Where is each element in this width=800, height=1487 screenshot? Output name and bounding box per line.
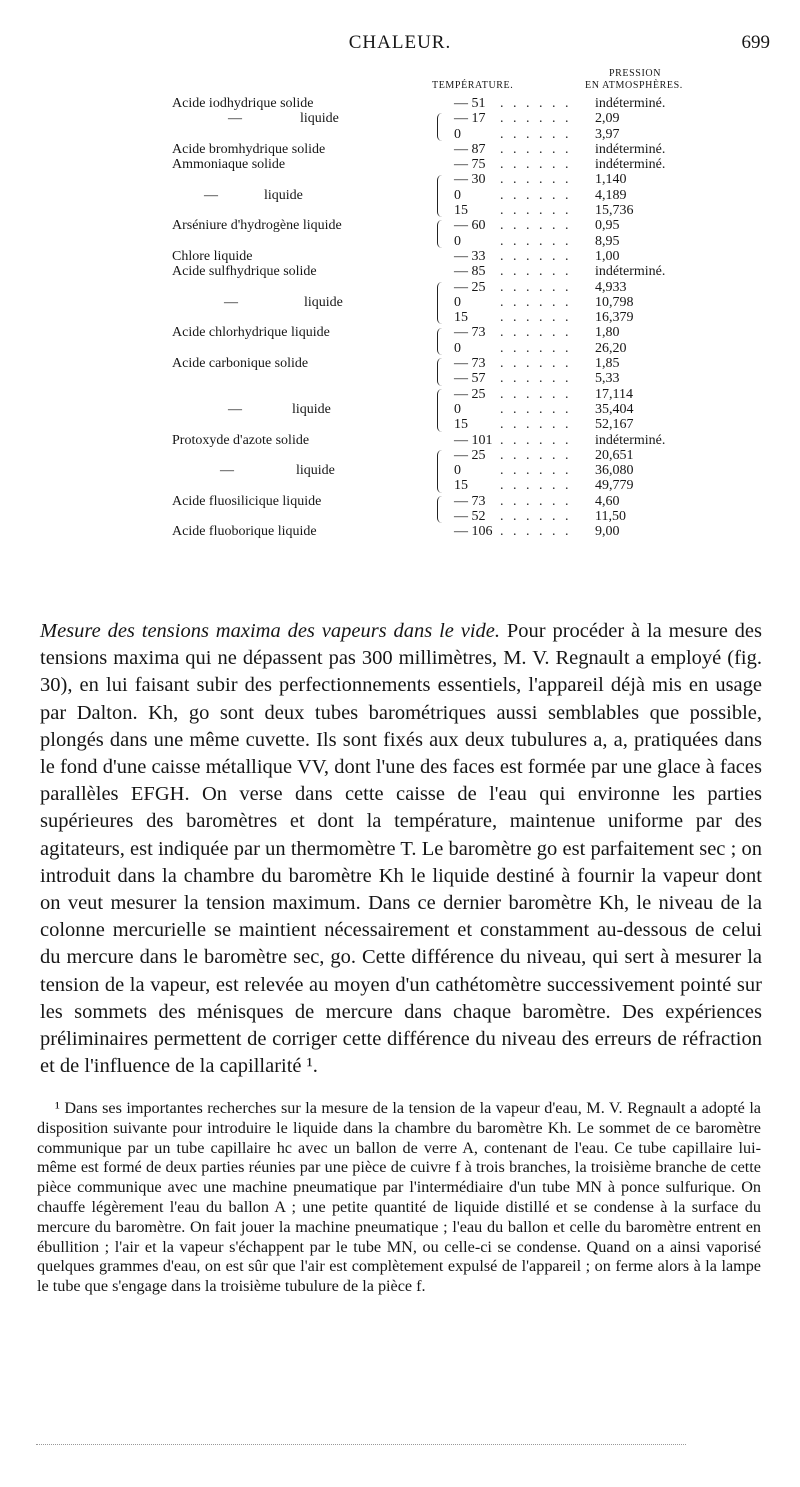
leader-dots: . . . . . . <box>500 203 572 219</box>
table-row <box>0 463 800 478</box>
temperature-value: 15 <box>454 203 468 219</box>
temperature-value: — 85 <box>454 264 486 280</box>
page-title: CHALEUR. <box>348 32 452 53</box>
temperature-value: — 87 <box>454 141 486 157</box>
table-row <box>0 402 800 417</box>
state-label: liquide <box>296 463 335 479</box>
leader-dots: . . . . . . <box>500 294 572 310</box>
pressure-value: 4,60 <box>595 493 620 509</box>
grouping-brace <box>437 450 444 493</box>
temperature-value: — 60 <box>454 218 486 234</box>
vapour-tension-table <box>0 96 800 540</box>
leader-dots: . . . . . . <box>500 356 572 372</box>
grouping-brace <box>437 282 444 325</box>
leader-dots: . . . . . . <box>500 432 572 448</box>
ditto-dash: — <box>228 111 242 127</box>
substance-name: Acide bromhydrique solide <box>172 141 326 157</box>
pressure-column-header-line2: EN ATMOSPHÈRES. <box>585 80 683 91</box>
pressure-value: 5,33 <box>595 371 620 387</box>
leader-dots: . . . . . . <box>500 340 572 356</box>
temperature-value: — 25 <box>454 279 486 295</box>
substance-name: Chlore liquide <box>172 248 253 264</box>
pressure-value: 16,379 <box>595 310 634 326</box>
pressure-value: indéterminé. <box>595 264 666 280</box>
temperature-value: 0 <box>454 294 461 310</box>
pressure-column-header-line1: PRESSION <box>609 68 662 79</box>
leader-dots: . . . . . . <box>500 493 572 509</box>
table-row <box>0 203 800 218</box>
temperature-value: — 52 <box>454 509 486 525</box>
pressure-value: 4,189 <box>595 187 627 203</box>
temperature-value: — 75 <box>454 157 486 173</box>
table-row <box>0 142 800 157</box>
grouping-brace <box>437 113 444 141</box>
substance-name: Protoxyde d'azote solide <box>172 432 310 448</box>
bottom-scan-noise <box>36 1444 686 1446</box>
table-row <box>0 494 800 509</box>
ditto-dash: — <box>204 187 218 203</box>
state-label: liquide <box>300 111 339 127</box>
table-row <box>0 264 800 279</box>
pressure-value: 10,798 <box>595 294 634 310</box>
pressure-value: indéterminé. <box>595 432 666 448</box>
temperature-value: — 57 <box>454 371 486 387</box>
table-row <box>0 509 800 524</box>
running-head <box>0 32 800 58</box>
leader-dots: . . . . . . <box>500 264 572 280</box>
leader-dots: . . . . . . <box>500 478 572 494</box>
table-row <box>0 127 800 142</box>
temperature-column-header: TEMPÉRATURE. <box>432 80 514 91</box>
substance-name: Arséniure d'hydrogène liquide <box>172 218 342 234</box>
substance-name: Acide fluosilicique liquide <box>172 493 322 509</box>
temperature-value: 15 <box>454 310 468 326</box>
leader-dots: . . . . . . <box>500 111 572 127</box>
pressure-value: indéterminé. <box>595 141 666 157</box>
table-row <box>0 96 800 111</box>
pressure-value: indéterminé. <box>595 157 666 173</box>
pressure-value: 8,95 <box>595 233 620 249</box>
leader-dots: . . . . . . <box>500 248 572 264</box>
leader-dots: . . . . . . <box>500 172 572 188</box>
substance-name: Acide sulfhydrique solide <box>172 264 317 280</box>
leader-dots: . . . . . . <box>500 218 572 234</box>
footnote <box>37 1099 761 1297</box>
grouping-brace <box>437 175 444 218</box>
table-row <box>0 433 800 448</box>
temperature-value: 0 <box>454 126 461 142</box>
table-row <box>0 325 800 340</box>
leader-dots: . . . . . . <box>500 126 572 142</box>
table-row <box>0 341 800 356</box>
ditto-dash: — <box>224 294 238 310</box>
pressure-value: 52,167 <box>595 417 634 433</box>
page-number: 699 <box>741 32 770 53</box>
temperature-value: 0 <box>454 233 461 249</box>
leader-dots: . . . . . . <box>500 386 572 402</box>
temperature-value: 0 <box>454 340 461 356</box>
grouping-brace <box>437 220 444 248</box>
table-row <box>0 249 800 264</box>
table-row <box>0 478 800 493</box>
grouping-brace <box>437 496 444 524</box>
leader-dots: . . . . . . <box>500 371 572 387</box>
table-row <box>0 371 800 386</box>
pressure-value: 11,50 <box>595 509 626 525</box>
leader-dots: . . . . . . <box>500 96 572 111</box>
temperature-value: — 73 <box>454 493 486 509</box>
table-row <box>0 310 800 325</box>
pressure-value: 4,933 <box>595 279 627 295</box>
table-row <box>0 172 800 187</box>
substance-name: Ammoniaque solide <box>172 157 286 173</box>
temperature-value: — 51 <box>454 96 486 111</box>
pressure-value: 3,97 <box>595 126 620 142</box>
table-row <box>0 280 800 295</box>
pressure-value: 9,00 <box>595 524 620 540</box>
table-row <box>0 417 800 432</box>
temperature-value: — 101 <box>454 432 493 448</box>
pressure-value: 2,09 <box>595 111 620 127</box>
pressure-value: 35,404 <box>595 401 634 417</box>
substance-name: Acide fluoborique liquide <box>172 524 317 540</box>
leader-dots: . . . . . . <box>500 233 572 249</box>
pressure-value: 1,00 <box>595 248 620 264</box>
substance-name: Acide iodhydrique solide <box>172 96 314 111</box>
temperature-value: — 30 <box>454 172 486 188</box>
state-label: liquide <box>264 187 303 203</box>
table-row <box>0 524 800 539</box>
substance-name: Acide chlorhydrique liquide <box>172 325 330 341</box>
temperature-value: — 73 <box>454 356 486 372</box>
pressure-value: 49,779 <box>595 478 634 494</box>
pressure-value: 20,651 <box>595 447 634 463</box>
pressure-value: 36,080 <box>595 463 634 479</box>
leader-dots: . . . . . . <box>500 463 572 479</box>
leader-dots: . . . . . . <box>500 141 572 157</box>
state-label: liquide <box>304 294 343 310</box>
temperature-value: — 25 <box>454 386 486 402</box>
temperature-value: — 33 <box>454 248 486 264</box>
temperature-value: 15 <box>454 478 468 494</box>
table-row <box>0 188 800 203</box>
leader-dots: . . . . . . <box>500 509 572 525</box>
ditto-dash: — <box>220 463 234 479</box>
temperature-value: 0 <box>454 463 461 479</box>
table-row <box>0 234 800 249</box>
table-row <box>0 356 800 371</box>
temperature-value: 0 <box>454 187 461 203</box>
leader-dots: . . . . . . <box>500 187 572 203</box>
grouping-brace <box>437 389 444 432</box>
pressure-value: 1,80 <box>595 325 620 341</box>
table-column-headers <box>0 68 800 98</box>
temperature-value: — 25 <box>454 447 486 463</box>
grouping-brace <box>437 358 444 386</box>
leader-dots: . . . . . . <box>500 524 572 540</box>
substance-name: Acide carbonique solide <box>172 356 309 372</box>
leader-dots: . . . . . . <box>500 157 572 173</box>
paragraph-text: Pour procéder à la mesure des tensions maxima qui ne dépassent pas 300 millimètres, M. V. Regnault a employé (fig. 30), en lui faisant subir des perfectionnements essentiels, l'appareil déjà mis en usage par Dalton. Kh, go sont deux tubes barométriques aussi semblables que possible, plongés dans une même cuvette. Ils sont fixés aux deux tubulures a, a, pratiquées dans le fond d'une caisse métallique VV, dont l'une des faces est formée par une glace à faces parallèles EFGH. On verse dans cette caisse de l'eau qui environne les parties supérieures des baromètres et dont la température, maintenue uniforme par des agitateurs, est indiquée par un thermomètre T. Le baromètre go est parfaitement sec ; on introduit dans la chambre du baromètre Kh le liquide destiné à fournir la vapeur dont on veut mesurer la tension maximum. Dans ce dernier baromètre Kh, le niveau de la colonne mercurielle se maintient nécessairement et constamment au-dessous de celui du mercure dans le baromètre sec, go. Cette différence du niveau, qui sert à mesurer la tension de la vapeur, est relevée au moyen d'un cathétomètre successivement pointé sur les sommets des ménisques de mercure dans chaque baromètre. Des expériences préliminaires permettent de corriger cette différence du niveau des erreurs de réfraction et de l'influence de la capillarité ¹. <box>40 620 762 1078</box>
leader-dots: . . . . . . <box>500 279 572 295</box>
temperature-value: — 106 <box>454 524 493 540</box>
table-row <box>0 157 800 172</box>
pressure-value: 26,20 <box>595 340 627 356</box>
table-row <box>0 448 800 463</box>
table-row <box>0 387 800 402</box>
pressure-value: 1,140 <box>595 172 627 188</box>
table-row <box>0 111 800 126</box>
leader-dots: . . . . . . <box>500 310 572 326</box>
paragraph-lead: Mesure des tensions maxima des vapeurs dans le vide. <box>40 620 501 642</box>
pressure-value: 0,95 <box>595 218 620 234</box>
state-label: liquide <box>292 401 331 417</box>
pressure-value: 1,85 <box>595 356 620 372</box>
leader-dots: . . . . . . <box>500 447 572 463</box>
pressure-value: indéterminé. <box>595 96 666 111</box>
leader-dots: . . . . . . <box>500 401 572 417</box>
body-paragraph <box>40 618 762 1080</box>
ditto-dash: — <box>228 401 242 417</box>
table-row <box>0 295 800 310</box>
temperature-value: 0 <box>454 401 461 417</box>
table-row <box>0 218 800 233</box>
pressure-value: 17,114 <box>595 386 633 402</box>
grouping-brace <box>437 328 444 356</box>
pressure-value: 15,736 <box>595 203 634 219</box>
footnote-text: ¹ Dans ses importantes recherches sur la mesure de la tension de la vapeur d'eau, M. V. Regnault a adopté la disposition suivante pour introduire le liquide dans la chambre du baromètre Kh. Le sommet de ce baromètre communique par un tube capillaire hc avec un ballon de verre A, contenant de l'eau. Ce tube capillaire lui-même est formé de deux parties réunies par une pièce de cuivre f à trois branches, la troisième branche de cette pièce communique avec une machine pneumatique par l'intermédiaire d'un tube MN à ponce sulfurique. On chauffe légèrement l'eau du ballon A ; une petite quantité de liquide distillé et se condense à la surface du mercure du baromètre. On fait jouer la machine pneumatique ; l'eau du ballon et celle du baromètre entrent en ébullition ; l'air et la vapeur s'échappent par le tube MN, ou celle-ci se condense. Quand on a ainsi vaporisé quelques grammes d'eau, on est sûr que l'air est complètement expulsé de l'appareil ; on ferme alors à la lampe le tube que s'engage dans la troisième tubulure de la pièce f. <box>37 1099 761 1296</box>
leader-dots: . . . . . . <box>500 325 572 341</box>
temperature-value: — 17 <box>454 111 486 127</box>
temperature-value: 15 <box>454 417 468 433</box>
leader-dots: . . . . . . <box>500 417 572 433</box>
temperature-value: — 73 <box>454 325 486 341</box>
